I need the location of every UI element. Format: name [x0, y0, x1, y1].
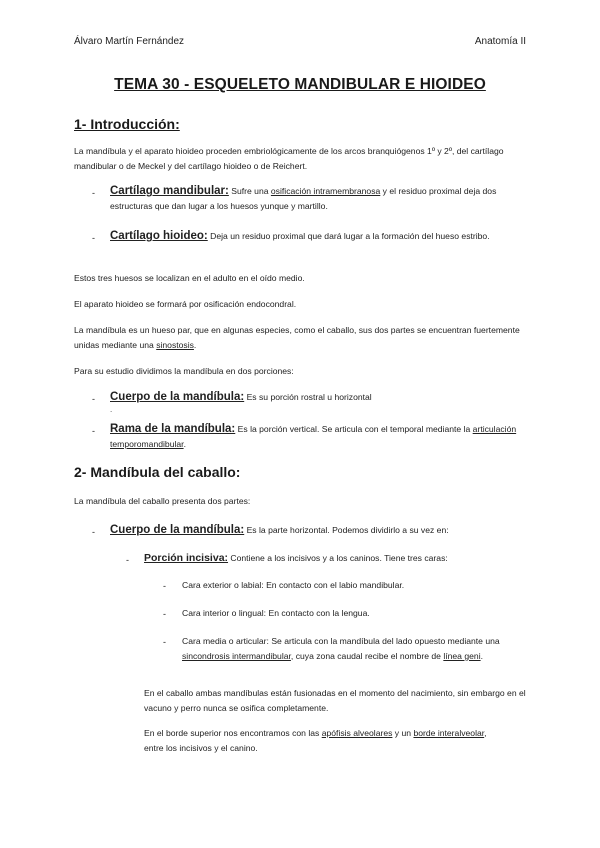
bullet-cartilago-mandibular: Cartílago mandibular: Sufre una osificación intramembranosa y el residuo proximal deja dos estructuras que dan lugar a los huesos yunque y martillo.: [110, 185, 497, 211]
bullet-dash: -: [92, 426, 95, 436]
intro-paragraph-3: El aparato hioideo se formará por osificación endocondral.: [74, 299, 297, 309]
bullet-horse-cuerpo-mandibula: Cuerpo de la mandíbula: Es la parte horizontal. Podemos dividirlo a su vez en:: [110, 524, 449, 536]
horse-paragraph-1: La mandíbula del caballo presenta dos partes:: [74, 496, 251, 506]
bullet-dash: -: [92, 394, 95, 404]
bullet-cartilago-hioideo: Cartílago hioideo: Deja un residuo proximal que dará lugar a la formación del hueso estribo.: [110, 230, 490, 242]
horse-paragraph-3: En el borde superior nos encontramos con las apófisis alveolares y un borde interalveolar, entre los incisivos y el canino.: [144, 728, 487, 753]
bullet-dash: -: [92, 233, 95, 243]
horse-paragraph-2: En el caballo ambas mandíbulas están fusionadas en el momento del nacimiento, sin embargo en el vacuno y perro nunca se osifica completamente.: [144, 688, 526, 713]
link-sincondrosis-intermandibular: sincondrosis intermandibular: [182, 651, 291, 661]
document-title: TEMA 30 - ESQUELETO MANDIBULAR E HIOIDEO: [114, 76, 486, 93]
bullet-dash: -: [163, 609, 166, 619]
link-osificacion-intramembranosa: osificación intramembranosa: [270, 186, 381, 196]
face-labial: Cara exterior o labial: En contacto con el labio mandibular.: [182, 580, 405, 590]
bullet-dash: -: [92, 527, 95, 537]
intro-paragraph-4: La mandíbula es un hueso par, que en algunas especies, como el caballo, sus dos partes se encuentran fuertemente unidas mediante una sinostosis.: [74, 325, 520, 350]
link-borde-interalveolar: borde interalveolar: [413, 728, 485, 738]
term-horse-cuerpo-mandibula: Cuerpo de la mandíbula:: [110, 524, 245, 536]
intro-paragraph-2: Estos tres huesos se localizan en el adulto en el oído medio.: [74, 273, 305, 283]
term-porcion-incisiva: Porción incisiva:: [144, 552, 229, 564]
bullet-rama-mandibula: Rama de la mandíbula: Es la porción vertical. Se articula con el temporal mediante la articulación temporomandibular.: [110, 423, 517, 449]
link-linea-geni: línea geni: [443, 651, 481, 661]
bullet-dash: -: [163, 637, 166, 647]
intro-paragraph-5: Para su estudio dividimos la mandíbula en dos porciones:: [74, 366, 294, 376]
bullet-cuerpo-mandibula: Cuerpo de la mandíbula: Es su porción rostral u horizontal: [110, 391, 372, 403]
bullet-dash: -: [92, 188, 95, 198]
face-lingual: Cara interior o lingual: En contacto con la lengua.: [182, 608, 370, 618]
section-heading-horse: 2- Mandíbula del caballo:: [74, 464, 241, 480]
header-author: Álvaro Martín Fernández: [74, 36, 185, 47]
term-cuerpo-mandibula: Cuerpo de la mandíbula:: [110, 391, 245, 403]
bullet-porcion-incisiva: Porción incisiva: Contiene a los incisivos y a los caninos. Tiene tres caras:: [144, 552, 448, 564]
link-sinostosis: sinostosis: [156, 340, 194, 350]
stray-dot: .: [110, 405, 113, 414]
link-apofisis-alveolares: apófisis alveolares: [321, 728, 393, 738]
intro-paragraph-1: La mandíbula y el aparato hioideo proceden embriológicamente de los arcos branquiógenos 1º y 2º, del cartílago mandibular o de Meckel y del cartílago hioideo o de Reichert.: [74, 146, 504, 171]
section-heading-intro: 1- Introducción:: [74, 116, 180, 132]
face-articular: Cara media o articular: Se articula con la mandíbula del lado opuesto mediante una sincondrosis intermandibular, cuya zona caudal recibe el nombre de línea geni.: [182, 636, 500, 661]
link-articulacion-temporomandibular: articulación temporomandibular: [110, 424, 517, 449]
header-subject: Anatomía II: [474, 36, 526, 47]
term-rama-mandibula: Rama de la mandíbula:: [110, 423, 236, 435]
bullet-dash: -: [126, 555, 129, 565]
term-cartilago-hioideo: Cartílago hioideo:: [110, 230, 208, 242]
bullet-dash: -: [163, 581, 166, 591]
term-cartilago-mandibular: Cartílago mandibular:: [110, 185, 229, 197]
